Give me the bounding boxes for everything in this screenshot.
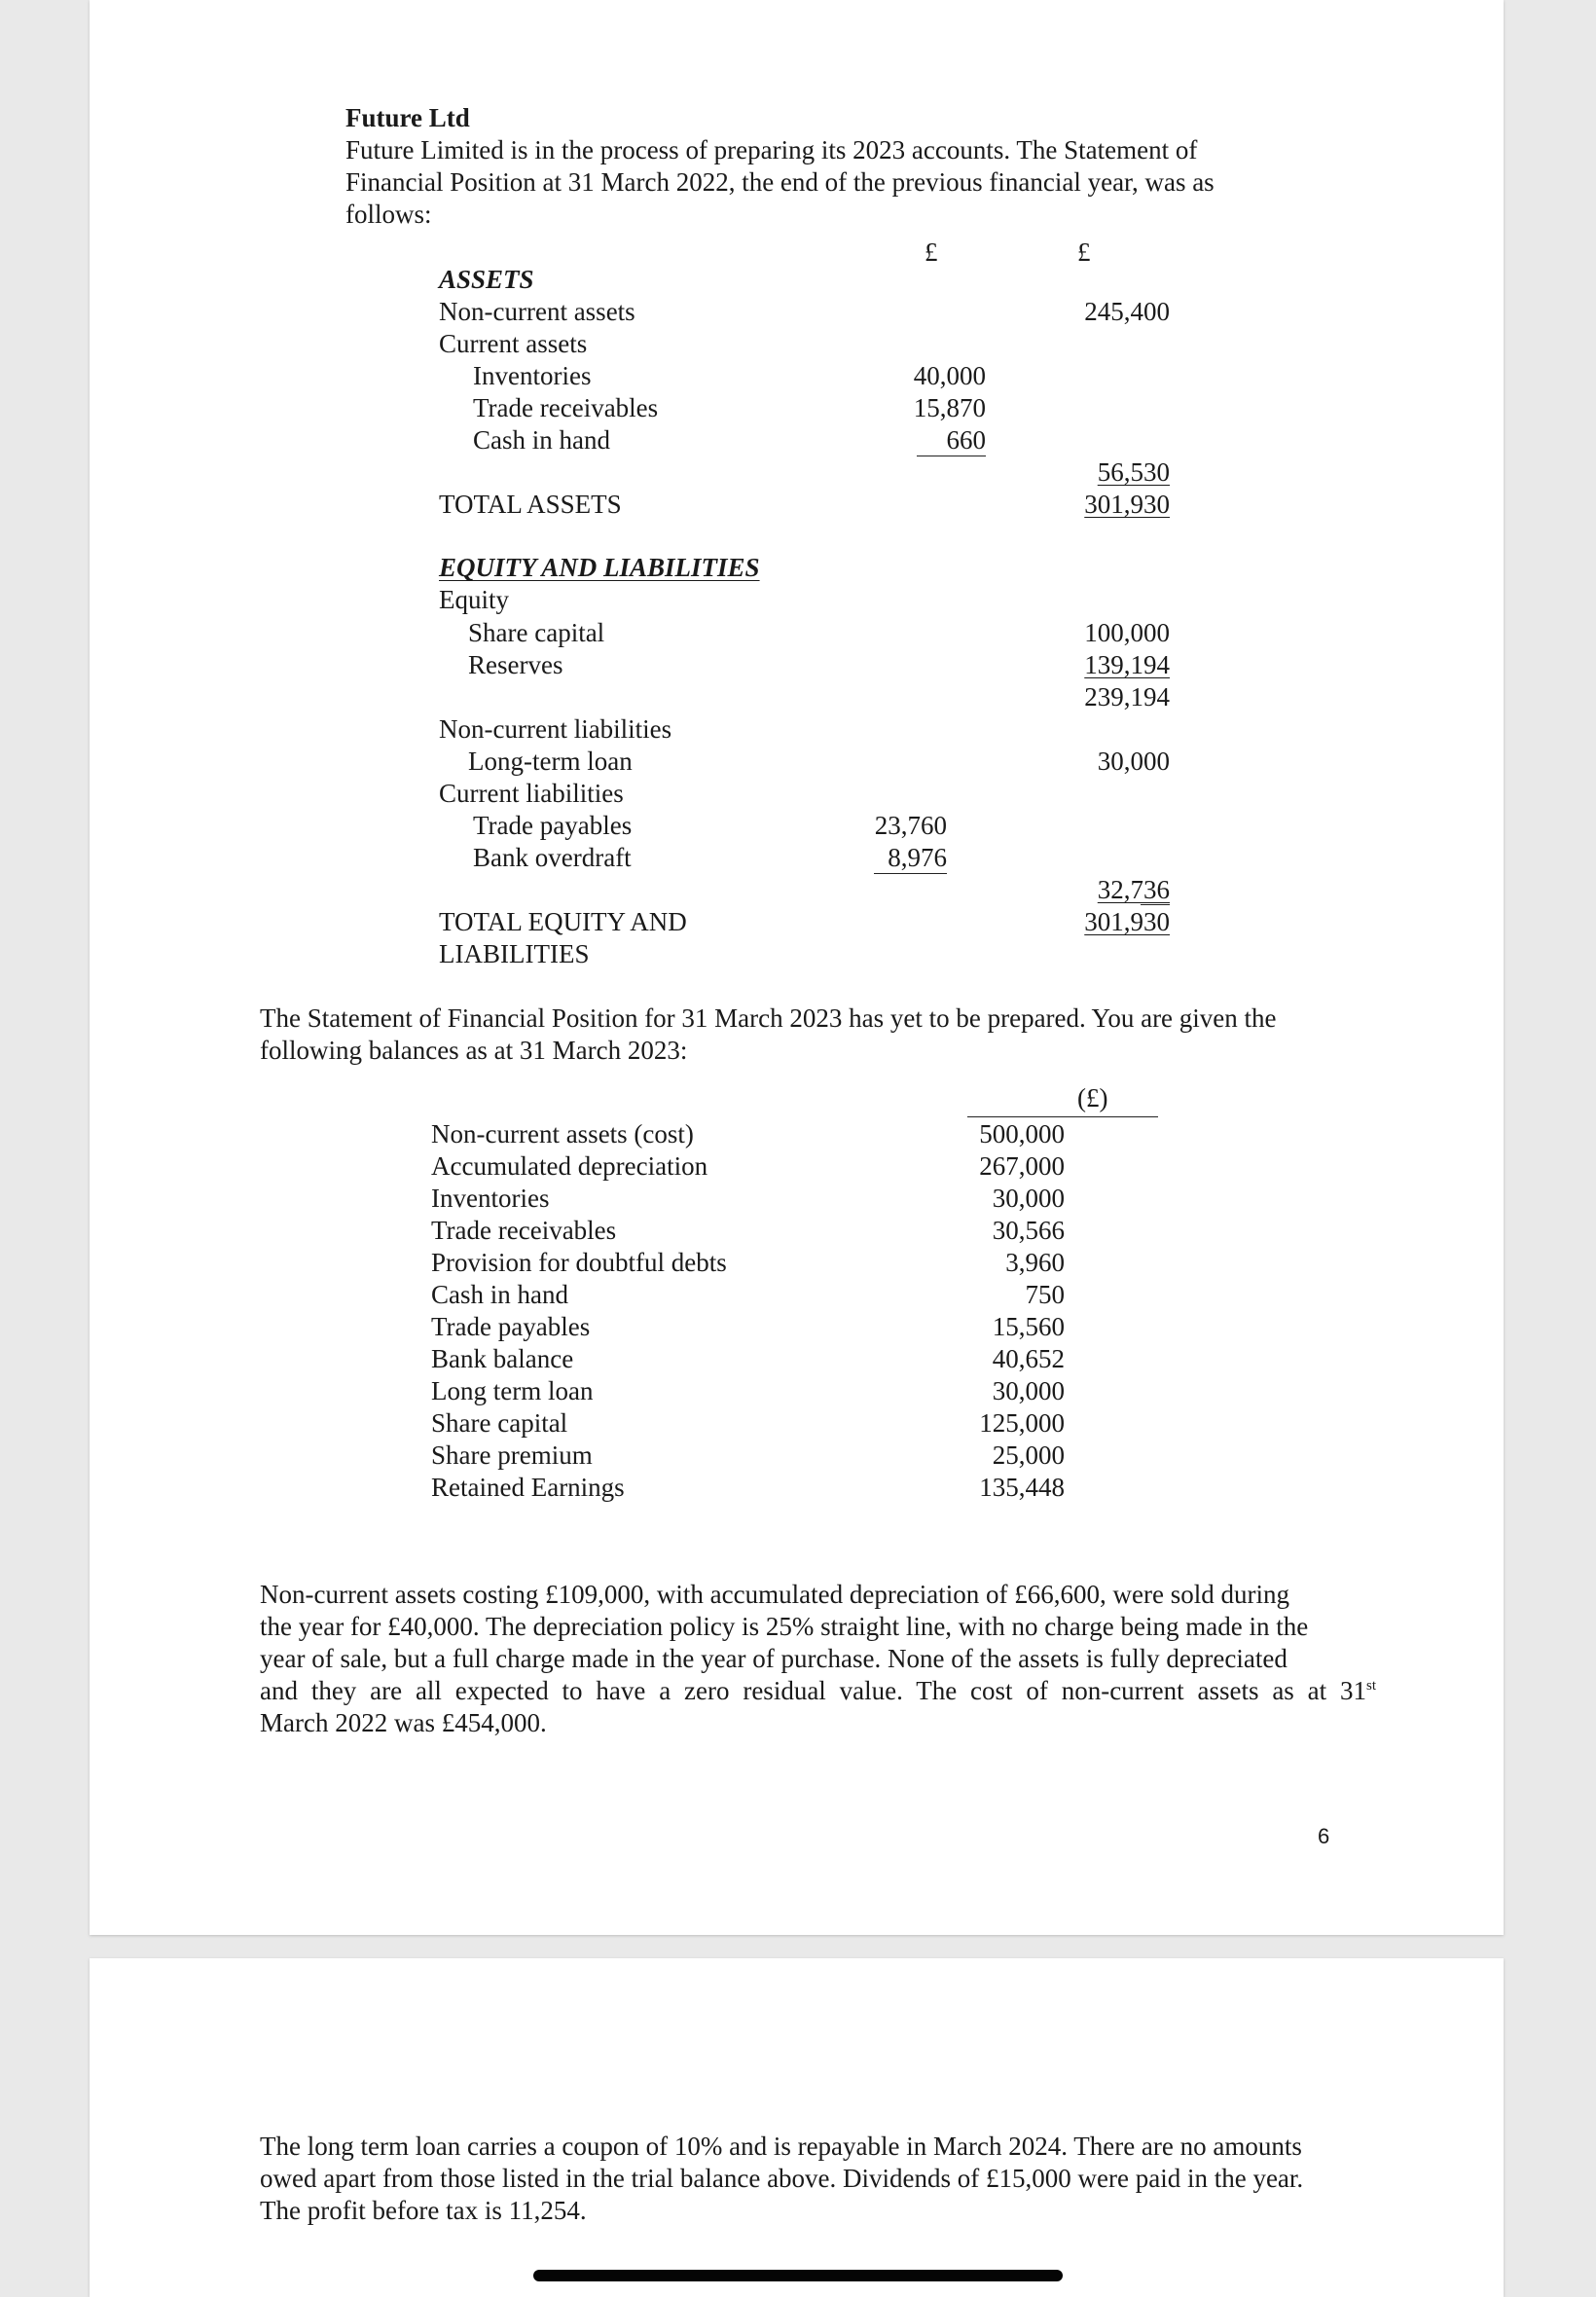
subtotal-underline bbox=[874, 873, 947, 874]
disposal-line: March 2022 was £454,000. bbox=[260, 1708, 547, 1737]
document-page-1 bbox=[90, 0, 1504, 1935]
long-term-loan-value: 30,000 bbox=[1097, 747, 1170, 776]
non-current-assets-total: 245,400 bbox=[1084, 297, 1170, 326]
header-rule bbox=[967, 1116, 1158, 1117]
total-assets-label: TOTAL ASSETS bbox=[439, 490, 622, 519]
balance-label: Trade receivables bbox=[431, 1216, 617, 1245]
balances-intro bbox=[260, 1003, 1428, 1067]
reserves-value: 139,194 bbox=[1084, 650, 1170, 679]
share-capital-value: 100,000 bbox=[1084, 618, 1170, 647]
balance-value: 30,566 bbox=[992, 1216, 1065, 1245]
balance-label: Trade payables bbox=[431, 1312, 591, 1341]
balance-label: Bank balance bbox=[431, 1344, 574, 1373]
trade-payables-value: 23,760 bbox=[874, 811, 947, 840]
total-equity-liabilities-label-2: LIABILITIES bbox=[439, 939, 590, 968]
balance-label: Cash in hand bbox=[431, 1280, 568, 1309]
balance-value: 267,000 bbox=[979, 1151, 1065, 1181]
disposal-line: the year for £40,000. The depreciation policy is 25% straight line, with no charge being made in the bbox=[260, 1612, 1309, 1641]
bank-overdraft-value: 8,976 bbox=[888, 843, 947, 872]
disposal-line-text: and they are all expected to have a zero residual value. The cost of non-current assets as at 31 bbox=[260, 1676, 1366, 1705]
balance-label: Non-current assets (cost) bbox=[431, 1119, 694, 1148]
equity-liabilities-heading: EQUITY AND LIABILITIES bbox=[439, 553, 760, 582]
intro-line: Future Limited is in the process of preparing its 2023 accounts. The Statement of bbox=[345, 135, 1198, 164]
document-page-2 bbox=[90, 1958, 1504, 2297]
balance-value: 750 bbox=[1025, 1280, 1065, 1309]
balance-label: Share capital bbox=[431, 1408, 568, 1438]
balance-value: 3,960 bbox=[1005, 1248, 1065, 1277]
total-assets-value: 301,930 bbox=[1084, 490, 1170, 519]
total-equity-liabilities-label: TOTAL EQUITY AND bbox=[439, 907, 687, 936]
disposal-line: Non-current assets costing £109,000, with accumulated depreciation of £66,600, were sold during bbox=[260, 1580, 1289, 1609]
loan-line: owed apart from those listed in the trial balance above. Dividends of £15,000 were paid in the year. bbox=[260, 2164, 1304, 2193]
balance-value: 30,000 bbox=[992, 1376, 1065, 1405]
cash-in-hand-label: Cash in hand bbox=[473, 425, 610, 455]
intro-line: Financial Position at 31 March 2022, the end of the previous financial year, was as bbox=[345, 167, 1215, 197]
currency-header-col2: £ bbox=[1077, 237, 1091, 267]
trade-payables-label: Trade payables bbox=[473, 811, 633, 840]
balance-value: 30,000 bbox=[992, 1184, 1065, 1213]
trade-receivables-value: 15,870 bbox=[913, 393, 986, 422]
assets-heading: ASSETS bbox=[439, 265, 534, 294]
balance-label: Long term loan bbox=[431, 1376, 594, 1405]
non-current-assets-label: Non-current assets bbox=[439, 297, 635, 326]
current-liabilities-total: 32,736 bbox=[1097, 875, 1170, 904]
balance-label: Inventories bbox=[431, 1184, 550, 1213]
company-title: Future Ltd bbox=[345, 103, 470, 132]
balance-value: 135,448 bbox=[979, 1473, 1065, 1502]
non-current-liabilities-label: Non-current liabilities bbox=[439, 714, 672, 744]
balance-label: Accumulated depreciation bbox=[431, 1151, 708, 1181]
intro-paragraph bbox=[345, 134, 1341, 231]
current-liabilities-label: Current liabilities bbox=[439, 779, 624, 808]
balance-label: Provision for doubtful debts bbox=[431, 1248, 727, 1277]
currency-header: (£) bbox=[1077, 1083, 1108, 1112]
current-assets-total: 56,530 bbox=[1097, 457, 1170, 487]
home-indicator[interactable] bbox=[533, 2270, 1063, 2281]
intro-line: follows: bbox=[345, 200, 432, 229]
balance-value: 15,560 bbox=[992, 1312, 1065, 1341]
balances-intro-line: following balances as at 31 March 2023: bbox=[260, 1036, 688, 1065]
disposal-line bbox=[260, 1675, 1376, 1707]
long-term-loan-label: Long-term loan bbox=[468, 747, 633, 776]
cash-in-hand-value: 660 bbox=[946, 425, 986, 455]
bank-overdraft-label: Bank overdraft bbox=[473, 843, 632, 872]
balance-value: 500,000 bbox=[979, 1119, 1065, 1148]
equity-total: 239,194 bbox=[1084, 682, 1170, 711]
loan-line: The profit before tax is 11,254. bbox=[260, 2196, 587, 2225]
currency-header-col1: £ bbox=[925, 237, 938, 267]
equity-label: Equity bbox=[439, 585, 509, 614]
current-assets-label: Current assets bbox=[439, 329, 588, 358]
trade-receivables-label: Trade receivables bbox=[473, 393, 659, 422]
balance-value: 125,000 bbox=[979, 1408, 1065, 1438]
disposal-paragraph bbox=[260, 1579, 1376, 1739]
page-number: 6 bbox=[1318, 1824, 1330, 1848]
reserves-label: Reserves bbox=[468, 650, 563, 679]
balance-value: 25,000 bbox=[992, 1440, 1065, 1470]
inventories-value: 40,000 bbox=[913, 361, 986, 390]
balance-value: 40,652 bbox=[992, 1344, 1065, 1373]
balances-intro-line: The Statement of Financial Position for 31 March 2023 has yet to be prepared. You are given the bbox=[260, 1003, 1277, 1033]
balance-label: Share premium bbox=[431, 1440, 593, 1470]
loan-line: The long term loan carries a coupon of 10% and is repayable in March 2024. There are no amounts bbox=[260, 2132, 1302, 2161]
subtotal-underline bbox=[1141, 904, 1170, 905]
share-capital-label: Share capital bbox=[468, 618, 605, 647]
superscript: st bbox=[1365, 1678, 1376, 1694]
loan-paragraph bbox=[260, 2131, 1376, 2227]
balance-label: Retained Earnings bbox=[431, 1473, 625, 1502]
disposal-line: year of sale, but a full charge made in the year of purchase. None of the assets is fully depreciated bbox=[260, 1644, 1288, 1673]
total-equity-liabilities-value: 301,930 bbox=[1084, 907, 1170, 936]
inventories-label: Inventories bbox=[473, 361, 592, 390]
